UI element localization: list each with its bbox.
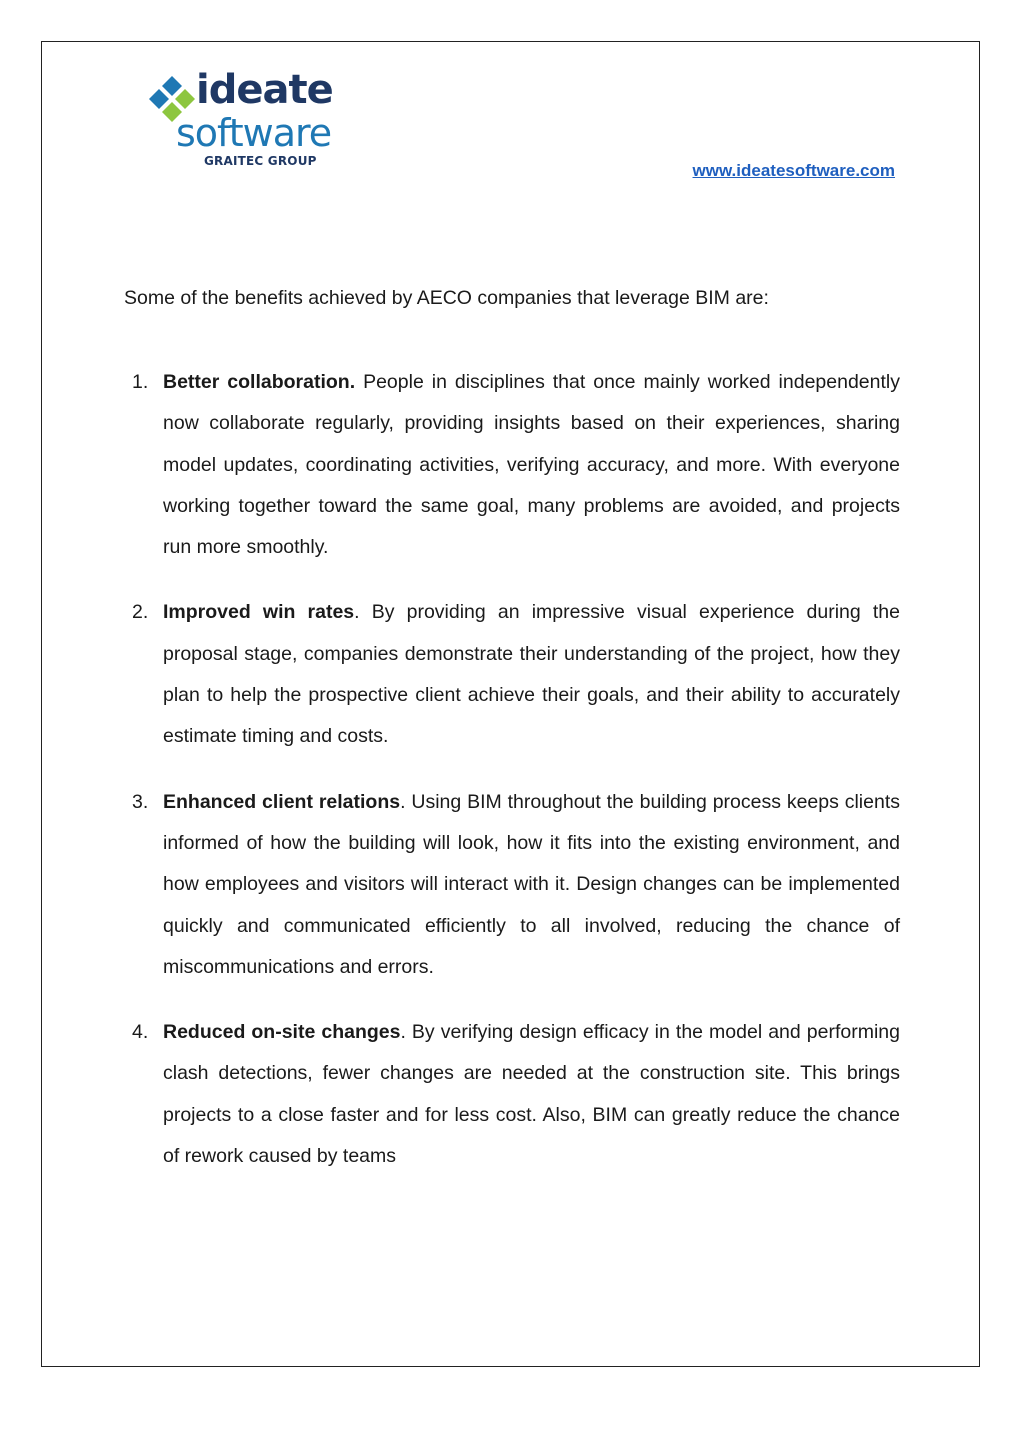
benefit-item-win-rates bbox=[124, 592, 900, 757]
benefit-title: Reduced on-site changes bbox=[163, 1021, 401, 1044]
benefits-list bbox=[124, 362, 900, 1201]
logo-word-graitec-group: GRAITEC GROUP bbox=[204, 154, 317, 168]
benefit-title: Improved win rates bbox=[163, 601, 355, 624]
website-link[interactable]: www.ideatesoftware.com bbox=[692, 161, 895, 180]
ideate-software-logo bbox=[146, 68, 366, 168]
benefit-number: 2. bbox=[132, 601, 149, 624]
benefit-text: People in disciplines that once mainly worked independently now collaborate regularly, providing insights based on their experiences, sharing model updates, coordinating activities, verifying accuracy, and more. With everyone working together toward the same goal, many problems are avoided, and projects run more smoothly. bbox=[163, 371, 900, 559]
benefit-title: Enhanced client relations bbox=[163, 790, 401, 813]
benefit-text: . By providing an impressive visual experience during the proposal stage, companies demonstrate their understanding of the project, how they plan to help the prospective client achieve their goals, and their ability to accurately estimate timing and costs. bbox=[163, 601, 900, 748]
benefit-text: . By verifying design efficacy in the model and performing clash detections, fewer changes are needed at the construction site. This brings projects to a close faster and for less cost. Also, BIM can greatly reduce the chance of rework caused by teams bbox=[163, 1021, 900, 1168]
benefit-title: Better collaboration. bbox=[163, 371, 356, 393]
logo-word-ideate: ideate bbox=[196, 67, 333, 113]
benefit-item-on-site-changes bbox=[124, 1012, 900, 1177]
benefit-item-client-relations bbox=[124, 782, 900, 988]
intro-paragraph: Some of the benefits achieved by AECO companies that leverage BIM are: bbox=[124, 287, 769, 309]
logo-word-software: software bbox=[176, 111, 332, 155]
benefit-item-collaboration bbox=[124, 362, 900, 568]
benefit-number: 3. bbox=[132, 790, 149, 813]
benefit-number: 1. bbox=[132, 371, 149, 393]
benefit-number: 4. bbox=[132, 1021, 149, 1044]
benefit-text: . Using BIM throughout the building process keeps clients informed of how the building will look, how it fits into the existing environment, and how employees and visitors will interact with it. Design changes can be implemented quickly and communicated efficiently to all involved, reducing the chance of miscommunications and errors. bbox=[163, 790, 900, 978]
